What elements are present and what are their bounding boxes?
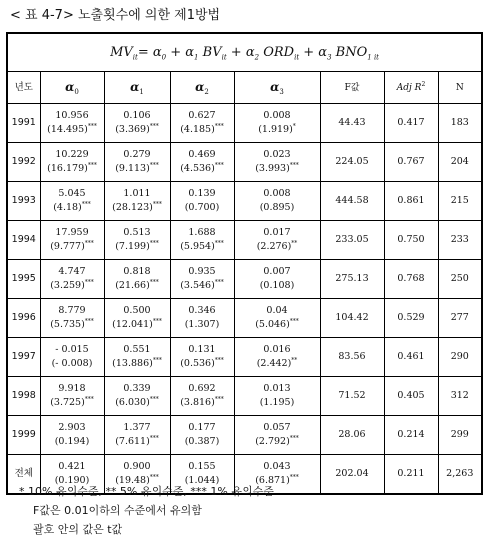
coef-value: 10.229 <box>55 149 89 160</box>
significance-stars: *** <box>289 473 299 481</box>
coef-value: 0.155 <box>188 461 216 472</box>
n-cell: 2,263 <box>438 455 482 495</box>
table-row <box>7 260 482 299</box>
t-stat <box>171 396 234 410</box>
t-stat <box>105 396 170 410</box>
equation-term-sub: it <box>221 53 227 62</box>
n-cell: 204 <box>438 143 482 182</box>
year-cell: 1993 <box>7 182 40 221</box>
year-cell: 1994 <box>7 221 40 260</box>
significance-stars: *** <box>87 161 97 169</box>
table-row <box>7 299 482 338</box>
t-stat <box>235 279 320 293</box>
t-value: (0.895) <box>259 202 295 213</box>
col-header-f-value: F값 <box>320 72 384 104</box>
col-header-n: N <box>438 72 482 104</box>
t-stat <box>105 318 170 332</box>
f-cell: 275.13 <box>320 260 384 299</box>
t-value: (3.725) <box>50 397 85 408</box>
f-cell: 233.05 <box>320 221 384 260</box>
year-cell: 1992 <box>7 143 40 182</box>
coef-value: 1.688 <box>188 227 216 238</box>
t-stat <box>235 240 320 254</box>
t-stat <box>41 123 104 137</box>
coef-cell-a1 <box>104 182 170 221</box>
equation-lhs-sub: it <box>132 53 138 62</box>
coef-value: 0.007 <box>263 266 291 277</box>
n-cell: 183 <box>438 104 482 143</box>
f-cell: 104.42 <box>320 299 384 338</box>
adj-cell: 0.768 <box>384 260 438 299</box>
equation-term: + α <box>299 44 328 60</box>
coef-cell-a0 <box>40 143 104 182</box>
coef-value: 0.013 <box>263 383 291 394</box>
coef-cell-a0 <box>40 299 104 338</box>
t-stat <box>235 123 320 137</box>
t-stat <box>41 357 104 371</box>
coef-cell-a0 <box>40 221 104 260</box>
t-value: (7.611) <box>115 436 150 447</box>
coef-cell-a3 <box>234 104 320 143</box>
equation-term: BV <box>198 44 222 60</box>
t-stat <box>171 240 234 254</box>
significance-stars: *** <box>149 473 159 481</box>
col-header-alpha0: $\alpha_0$ <box>40 72 104 104</box>
t-stat <box>41 396 104 410</box>
t-stat <box>171 435 234 449</box>
t-value: (2.442) <box>256 358 292 369</box>
coef-value: 2.903 <box>58 422 86 433</box>
t-stat <box>41 279 104 293</box>
t-stat <box>105 279 170 293</box>
significance-stars: *** <box>149 239 159 247</box>
equation-terms <box>138 45 379 60</box>
f-cell: 202.04 <box>320 455 384 495</box>
col-header-alpha1: $\alpha_1$ <box>104 72 170 104</box>
coef-value: 0.469 <box>188 149 216 160</box>
coef-cell-a1 <box>104 377 170 416</box>
footnote-parentheses: 괄호 안의 값은 t값 <box>33 523 123 536</box>
t-value: (12.041) <box>112 319 153 330</box>
col-header-alpha2: $\alpha_2$ <box>170 72 234 104</box>
f-cell: 444.58 <box>320 182 384 221</box>
t-stat <box>171 123 234 137</box>
t-value: (1.044) <box>184 475 220 486</box>
t-value: (6.871) <box>255 475 290 486</box>
coef-value: 0.627 <box>188 110 216 121</box>
t-value: (3.259) <box>50 280 85 291</box>
adj-cell: 0.461 <box>384 338 438 377</box>
table-row <box>7 416 482 455</box>
significance-stars: *** <box>81 200 91 208</box>
t-value: (0.190) <box>54 475 90 486</box>
coef-cell-a1 <box>104 260 170 299</box>
coef-value: 0.500 <box>123 305 151 316</box>
equation-term-sub: 2 <box>254 53 260 62</box>
t-stat <box>41 240 104 254</box>
equation-term-sub: 3 <box>327 53 332 62</box>
year-cell: 1997 <box>7 338 40 377</box>
t-stat <box>105 240 170 254</box>
equation-term: = α <box>137 44 162 60</box>
t-value: (2.792) <box>255 436 290 447</box>
adj-cell: 0.750 <box>384 221 438 260</box>
coef-cell-a2 <box>170 416 234 455</box>
t-value: (3.546) <box>180 280 215 291</box>
n-cell: 277 <box>438 299 482 338</box>
coef-value: 0.017 <box>263 227 291 238</box>
coef-cell-a2 <box>170 104 234 143</box>
adj-cell: 0.529 <box>384 299 438 338</box>
t-stat <box>41 318 104 332</box>
significance-stars: *** <box>149 434 159 442</box>
regression-table <box>6 32 483 495</box>
coef-cell-a1 <box>104 104 170 143</box>
t-value: (0.536) <box>180 358 215 369</box>
coef-cell-a0 <box>40 377 104 416</box>
coef-value: 0.057 <box>263 422 291 433</box>
coef-value: 1.011 <box>123 188 151 199</box>
coef-value: 8.779 <box>58 305 86 316</box>
coef-cell-a0 <box>40 416 104 455</box>
f-cell: 83.56 <box>320 338 384 377</box>
coef-value: 0.900 <box>123 461 151 472</box>
significance-stars: *** <box>84 317 94 325</box>
n-cell: 312 <box>438 377 482 416</box>
t-value: (6.030) <box>115 397 150 408</box>
coef-value: 0.818 <box>123 266 151 277</box>
table-title: < 표 4-7> 노출횟수에 의한 제1방법 <box>10 8 221 23</box>
t-value: (- 0.008) <box>51 358 93 369</box>
coef-cell-a3 <box>234 221 320 260</box>
coef-value: 10.956 <box>55 110 89 121</box>
t-value: (1.919) <box>258 124 293 135</box>
table-row <box>7 338 482 377</box>
adj-cell: 0.214 <box>384 416 438 455</box>
equation-lhs: MV <box>110 44 133 60</box>
coef-value: 0.421 <box>58 461 86 472</box>
significance-stars: *** <box>214 122 224 130</box>
t-value: (3.993) <box>255 163 290 174</box>
coef-value: 0.043 <box>263 461 291 472</box>
coef-cell-a0 <box>40 338 104 377</box>
coef-value: 0.008 <box>263 188 291 199</box>
t-stat <box>41 435 104 449</box>
coef-value: 0.04 <box>266 305 288 316</box>
coef-cell-a2 <box>170 338 234 377</box>
t-value: (5.954) <box>180 241 215 252</box>
coef-value: 0.016 <box>263 344 291 355</box>
coef-cell-a2 <box>170 221 234 260</box>
coef-cell-a1 <box>104 143 170 182</box>
year-cell: 1995 <box>7 260 40 299</box>
t-value: (9.777) <box>50 241 85 252</box>
year-cell: 1998 <box>7 377 40 416</box>
t-value: (9.113) <box>115 163 150 174</box>
significance-stars: *** <box>84 278 94 286</box>
t-value: (0.387) <box>184 436 220 447</box>
significance-stars: *** <box>84 239 94 247</box>
footnotes <box>19 482 274 539</box>
coef-cell-a3 <box>234 182 320 221</box>
col-header-adj-r2: Adj $R^2$ <box>384 72 438 104</box>
t-value: (19.48) <box>115 475 150 486</box>
t-value: (7.199) <box>115 241 150 252</box>
t-value: (13.886) <box>112 358 153 369</box>
t-value: (0.108) <box>259 280 295 291</box>
year-cell: 전체 <box>7 455 40 495</box>
coef-value: 5.045 <box>58 188 86 199</box>
coef-cell-a2 <box>170 182 234 221</box>
coef-cell-a1 <box>104 338 170 377</box>
t-stat <box>105 162 170 176</box>
coef-cell-a3 <box>234 299 320 338</box>
coef-cell-a3 <box>234 143 320 182</box>
t-value: (3.816) <box>180 397 215 408</box>
coef-cell-a0 <box>40 104 104 143</box>
coef-cell-a0 <box>40 260 104 299</box>
t-stat <box>105 123 170 137</box>
t-value: (21.66) <box>115 280 150 291</box>
coef-value: 9.918 <box>58 383 86 394</box>
coef-value: 0.106 <box>123 110 151 121</box>
coef-value: 0.008 <box>263 110 291 121</box>
t-value: (4.185) <box>180 124 215 135</box>
adj-cell: 0.861 <box>384 182 438 221</box>
year-cell: 1996 <box>7 299 40 338</box>
coef-value: 1.377 <box>123 422 151 433</box>
significance-stars: *** <box>149 395 159 403</box>
f-cell: 224.05 <box>320 143 384 182</box>
coef-cell-a2 <box>170 143 234 182</box>
coef-cell-a3 <box>234 338 320 377</box>
f-cell: 28.06 <box>320 416 384 455</box>
t-stat <box>105 357 170 371</box>
t-value: (1.307) <box>184 319 220 330</box>
n-cell: 299 <box>438 416 482 455</box>
adj-cell: 0.211 <box>384 455 438 495</box>
t-stat <box>235 396 320 410</box>
f-cell: 71.52 <box>320 377 384 416</box>
significance-stars: *** <box>84 395 94 403</box>
t-stat <box>235 318 320 332</box>
col-header-year: 년도 <box>7 72 40 104</box>
coef-cell-a3 <box>234 377 320 416</box>
equation-term-sub: 1 <box>194 53 199 62</box>
year-cell: 1991 <box>7 104 40 143</box>
col-header-alpha3: $\alpha_3$ <box>234 72 320 104</box>
t-stat <box>171 357 234 371</box>
t-stat <box>105 201 170 215</box>
footnote-significance: * 10% 유의수준, ** 5% 유의수준, *** 1% 유의수준 <box>19 485 274 498</box>
significance-stars: *** <box>214 161 224 169</box>
equation-term: ORD <box>259 44 295 60</box>
t-value: (3.369) <box>115 124 150 135</box>
significance-stars: *** <box>289 161 299 169</box>
equation-term-sub: 1 it <box>367 53 379 62</box>
significance-stars: *** <box>214 239 224 247</box>
coef-value: 0.551 <box>123 344 151 355</box>
t-value: (5.735) <box>50 319 85 330</box>
table-row <box>7 143 482 182</box>
equation-term: + α <box>166 44 195 60</box>
equation-term-sub: it <box>294 53 300 62</box>
significance-stars: *** <box>87 122 97 130</box>
coef-value: 0.131 <box>188 344 216 355</box>
coef-value: 0.023 <box>263 149 291 160</box>
coef-value: 0.513 <box>123 227 151 238</box>
regression-equation <box>7 33 482 72</box>
significance-stars: *** <box>149 278 159 286</box>
n-cell: 233 <box>438 221 482 260</box>
t-value: (16.179) <box>47 163 88 174</box>
significance-stars: *** <box>289 317 299 325</box>
coef-cell-a1 <box>104 416 170 455</box>
significance-stars: ** <box>291 239 298 247</box>
significance-stars: *** <box>214 356 224 364</box>
t-value: (0.700) <box>184 202 220 213</box>
coef-cell-a1 <box>104 299 170 338</box>
n-cell: 215 <box>438 182 482 221</box>
equation-term: BNO <box>331 44 368 60</box>
adj-cell: 0.767 <box>384 143 438 182</box>
t-value: (2.276) <box>256 241 292 252</box>
significance-stars: *** <box>289 434 299 442</box>
coef-cell-a2 <box>170 299 234 338</box>
coef-value: 0.692 <box>188 383 216 394</box>
footnote-f-value: F값은 0.01이하의 수준에서 유의함 <box>33 504 202 517</box>
table-row <box>7 221 482 260</box>
f-cell: 44.43 <box>320 104 384 143</box>
t-stat <box>235 162 320 176</box>
significance-stars: *** <box>149 122 159 130</box>
adj-cell: 0.417 <box>384 104 438 143</box>
coef-value: 0.139 <box>188 188 216 199</box>
t-stat <box>41 201 104 215</box>
coef-value: 0.935 <box>188 266 216 277</box>
n-cell: 250 <box>438 260 482 299</box>
significance-stars: *** <box>152 356 162 364</box>
table-row <box>7 377 482 416</box>
t-stat <box>235 201 320 215</box>
significance-stars: *** <box>149 161 159 169</box>
equation-term: + α <box>226 44 255 60</box>
t-stat <box>171 279 234 293</box>
significance-stars: *** <box>152 317 162 325</box>
t-stat <box>105 435 170 449</box>
year-cell: 1999 <box>7 416 40 455</box>
coef-cell-a3 <box>234 416 320 455</box>
t-value: (5.046) <box>255 319 290 330</box>
coef-cell-a2 <box>170 377 234 416</box>
equation-term-sub: 0 <box>161 53 167 62</box>
t-stat <box>41 162 104 176</box>
coef-cell-a1 <box>104 221 170 260</box>
coef-value: 0.279 <box>123 149 151 160</box>
coef-value: 0.339 <box>123 383 151 394</box>
significance-stars: *** <box>214 278 224 286</box>
coef-value: 4.747 <box>58 266 86 277</box>
t-stat <box>171 201 234 215</box>
t-value: (14.495) <box>47 124 88 135</box>
t-stat <box>235 357 320 371</box>
coef-value: 0.346 <box>188 305 216 316</box>
t-value: (28.123) <box>112 202 153 213</box>
coef-cell-a2 <box>170 260 234 299</box>
coef-value: 17.959 <box>55 227 89 238</box>
t-value: (0.194) <box>54 436 90 447</box>
coef-cell-a0 <box>40 182 104 221</box>
table-row <box>7 182 482 221</box>
coef-value: - 0.015 <box>55 344 89 355</box>
table-row <box>7 104 482 143</box>
t-stat <box>171 162 234 176</box>
t-value: (4.536) <box>180 163 215 174</box>
t-stat <box>171 318 234 332</box>
significance-stars: * <box>292 122 296 130</box>
significance-stars: *** <box>152 200 162 208</box>
significance-stars: *** <box>214 395 224 403</box>
adj-cell: 0.405 <box>384 377 438 416</box>
t-value: (4.18) <box>53 202 82 213</box>
t-value: (1.195) <box>259 397 295 408</box>
t-stat <box>235 435 320 449</box>
significance-stars: ** <box>291 356 298 364</box>
coef-cell-a3 <box>234 260 320 299</box>
n-cell: 290 <box>438 338 482 377</box>
coef-value: 0.177 <box>188 422 216 433</box>
